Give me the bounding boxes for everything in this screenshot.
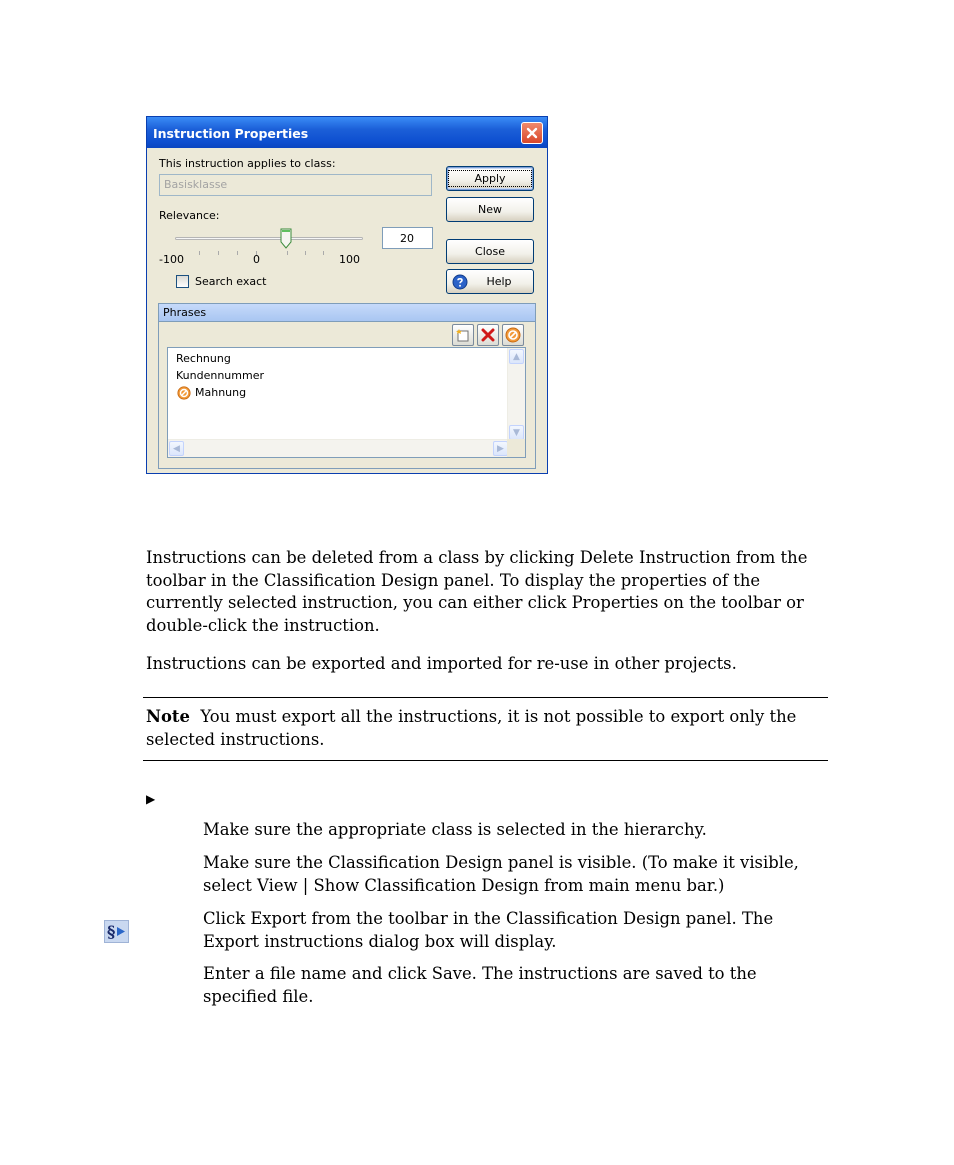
relevance-slider-track[interactable] <box>175 237 363 240</box>
exclude-phrase-button[interactable] <box>502 324 524 346</box>
relevance-slider-thumb[interactable] <box>280 228 292 250</box>
slider-tick <box>218 251 219 255</box>
phrases-header: Phrases <box>159 304 535 322</box>
step-1: Make sure the appropriate class is selected in the hierarchy. <box>203 820 707 839</box>
close-window-button[interactable] <box>521 122 543 144</box>
scrollbar-corner <box>507 439 525 457</box>
step-2: Make sure the Classification Design panel is visible. (To make it visible, select View | Show Classification Design from main menu bar.) <box>203 853 799 895</box>
export-toolbar-icon <box>104 920 129 943</box>
step-4: Enter a file name and click Save. The instructions are saved to the specified file. <box>203 964 757 1006</box>
note-label: Note <box>146 707 190 726</box>
scroll-up-button[interactable]: ▲ <box>509 349 524 364</box>
relevance-label: Relevance: <box>159 209 220 222</box>
close-icon <box>525 126 539 140</box>
slider-mid-label: 0 <box>253 253 260 266</box>
note-block <box>146 706 826 751</box>
relevance-input[interactable]: 20 <box>382 227 433 249</box>
class-field: Basisklasse <box>159 174 432 196</box>
note-bottom-rule <box>143 760 828 761</box>
close-button[interactable] <box>446 239 534 264</box>
paragraph-export-import: Instructions can be exported and imported for re-use in other projects. <box>146 654 737 673</box>
slider-tick <box>287 251 288 255</box>
dialog-titlebar[interactable] <box>147 117 547 148</box>
new-item-icon <box>456 328 470 342</box>
note-text: You must export all the instructions, it is not possible to export only the selected instructions. <box>146 707 797 749</box>
apply-button-label: Apply <box>450 172 529 185</box>
horizontal-scrollbar[interactable] <box>168 439 509 457</box>
phrases-list[interactable] <box>167 347 526 458</box>
new-button-label: New <box>478 203 502 216</box>
close-button-label: Close <box>475 245 505 258</box>
help-button[interactable] <box>446 269 534 294</box>
dialog-title: Instruction Properties <box>153 126 309 141</box>
search-exact-checkbox[interactable] <box>176 275 189 288</box>
vertical-scrollbar[interactable] <box>507 348 525 441</box>
slider-tick <box>323 251 324 255</box>
search-exact-label: Search exact <box>195 275 267 288</box>
phrases-panel <box>158 303 536 469</box>
note-top-rule <box>143 697 828 698</box>
slider-tick <box>305 251 306 255</box>
instruction-properties-dialog <box>146 116 548 474</box>
scroll-right-button[interactable]: ▶ <box>493 441 508 456</box>
procedure-arrow-icon: ▶ <box>146 792 156 806</box>
svg-text:§: § <box>107 922 116 941</box>
slider-min-label: -100 <box>159 253 184 266</box>
list-item[interactable]: Mahnung <box>195 386 247 399</box>
delete-phrase-button[interactable] <box>477 324 499 346</box>
list-item[interactable]: Rechnung <box>176 352 231 365</box>
slider-tick <box>199 251 200 255</box>
applies-to-class-label: This instruction applies to class: <box>159 157 336 170</box>
prohibit-icon <box>505 327 521 343</box>
delete-icon <box>481 328 495 342</box>
help-button-label: Help <box>486 275 512 288</box>
slider-max-label: 100 <box>339 253 360 266</box>
list-item[interactable]: Kundennummer <box>176 369 264 382</box>
scroll-left-button[interactable]: ◀ <box>169 441 184 456</box>
scroll-down-button[interactable]: ▼ <box>509 425 524 440</box>
new-phrase-button[interactable] <box>452 324 474 346</box>
apply-button[interactable] <box>446 166 534 191</box>
slider-tick <box>237 251 238 255</box>
new-button[interactable] <box>446 197 534 222</box>
step-3: Click Export from the toolbar in the Classification Design panel. The Export instructions dialog box will display. <box>203 909 774 951</box>
paragraph-delete-instructions: Instructions can be deleted from a class by clicking Delete Instruction from the toolbar in the Classification Design panel. To display the properties of the currently selected instruction, you can either click Properties on the toolbar or double-click the instruction. <box>146 548 808 635</box>
prohibit-icon <box>177 386 191 400</box>
help-icon <box>452 274 468 290</box>
